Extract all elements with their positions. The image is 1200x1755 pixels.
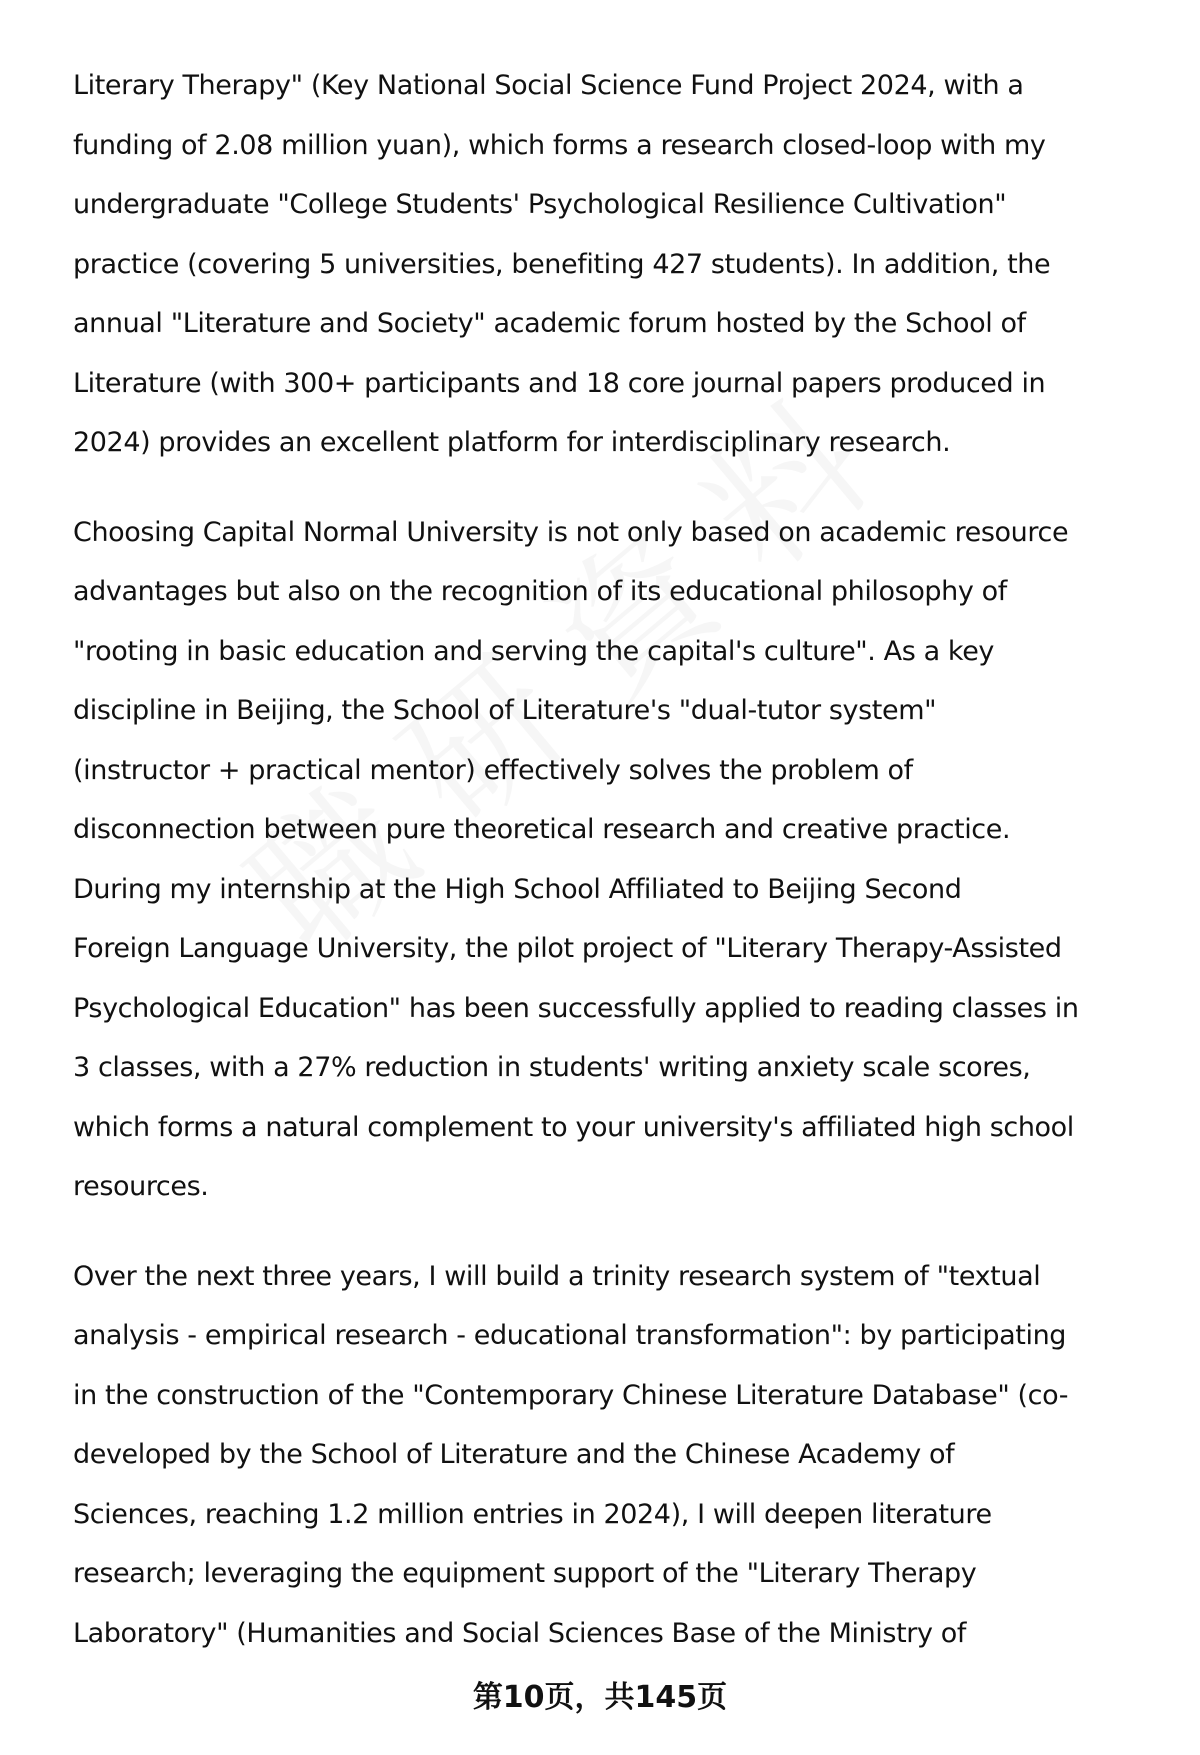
text-line: Over the next three years, I will build a trinity research system of "textual — [73, 1260, 1041, 1292]
text-line: "rooting in basic education and serving the capital's culture". As a key — [73, 635, 994, 667]
text-line: Foreign Language University, the pilot project of "Literary Therapy-Assisted — [73, 933, 1062, 964]
text-line: practice (covering 5 universities, benefiting 427 students). In addition, the — [73, 248, 1051, 280]
text-line: funding of 2.08 million yuan), which forms a research closed-loop with my — [73, 129, 1046, 161]
text-line: research; leveraging the equipment support of the "Literary Therapy — [73, 1558, 977, 1589]
text-line: Sciences, reaching 1.2 million entries in 2024), I will deepen literature — [73, 1498, 992, 1530]
text-line: Literary Therapy" (Key National Social Science Fund Project 2024, with a — [73, 70, 1024, 101]
text-line: advantages but also on the recognition of its educational philosophy of — [73, 576, 1007, 607]
text-line: During my internship at the High School Affiliated to Beijing Second — [73, 873, 962, 905]
text-line: 2024) provides an excellent platform for interdisciplinary research. — [73, 427, 951, 458]
text-line: Psychological Education" has been successfully applied to reading classes in — [73, 992, 1079, 1024]
text-line: resources. — [73, 1171, 209, 1202]
paragraph — [73, 56, 1163, 473]
text-line: Choosing Capital Normal University is not only based on academic resource — [73, 516, 1069, 548]
text-line: undergraduate "College Students' Psychological Resilience Cultivation" — [73, 189, 1007, 220]
text-line: 3 classes, with a 27% reduction in students' writing anxiety scale scores, — [73, 1052, 1031, 1083]
text-line: discipline in Beijing, the School of Literature's "dual-tutor system" — [73, 695, 937, 726]
text-line: annual "Literature and Society" academic forum hosted by the School of — [73, 308, 1026, 339]
text-line: (instructor + practical mentor) effectively solves the problem of — [73, 754, 913, 786]
text-line: Literature (with 300+ participants and 18 core journal papers produced in — [73, 367, 1046, 399]
text-line: analysis - empirical research - educational transformation": by participating — [73, 1320, 1067, 1351]
paragraph — [73, 1247, 1163, 1664]
text-line: Laboratory" (Humanities and Social Sciences Base of the Ministry of — [73, 1617, 966, 1649]
text-line: which forms a natural complement to your university's affiliated high school — [73, 1111, 1074, 1143]
page-number: 第10页，共145页 — [472, 1680, 728, 1715]
paragraph — [73, 503, 1163, 1217]
document-body — [73, 56, 1163, 1693]
text-line: developed by the School of Literature and the Chinese Academy of — [73, 1439, 955, 1470]
text-line: disconnection between pure theoretical research and creative practice. — [73, 814, 1011, 845]
text-line: in the construction of the "Contemporary Chinese Literature Database" (co- — [73, 1379, 1069, 1411]
